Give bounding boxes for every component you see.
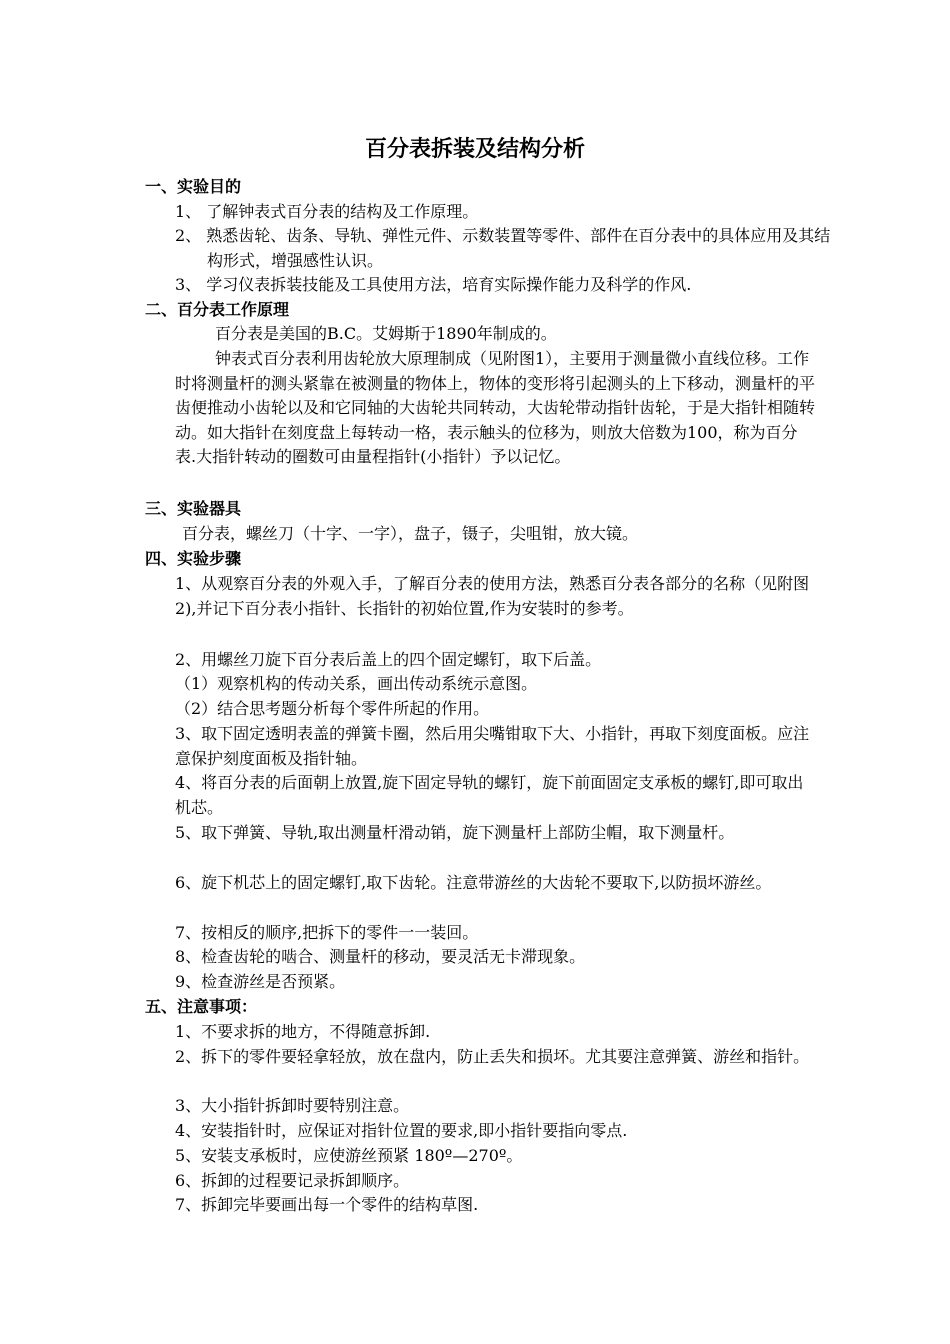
equipment-list: 百分表，螺丝刀（十字、一字），盘子，镊子，尖咀钳，放大镜。 <box>182 524 639 543</box>
purpose-item-2: 2、 熟悉齿轮、齿条、导轨、弹性元件、示数装置等零件、部件在百分表中的具体应用及其结构形式，增强感性认识。 <box>175 226 831 270</box>
principle-paragraph-1: 百分表是美国的B.C。艾姆斯于1890年制成的。 <box>215 324 557 343</box>
note-7: 7、拆卸完毕要画出每一个零件的结构草图. <box>175 1195 479 1214</box>
principle-paragraph-2: 钟表式百分表利用齿轮放大原理制成（见附图1），主要用于测量微小直线位移。工作时将测量杆的测头紧靠在被测量的物体上，物体的变形将引起测头的上下移动，测量杆的平齿便推动小齿轮以及和它同轴的大齿轮共同转动，大齿轮带动指针齿轮，于是大指针相随转动。如大指针在刻度盘上每转动一格，表示触头的位移为，则放大倍数为100，称为百分表.大指针转动的圈数可由量程指针(小指针）予以记忆。 <box>175 349 816 466</box>
step-9: 9、检查游丝是否预紧。 <box>175 972 346 991</box>
step-7: 7、按相反的顺序,把拆下的零件一一装回。 <box>175 923 479 942</box>
note-4: 4、安装指针时，应保证对指针位置的要求,即小指针要指向零点. <box>175 1121 628 1140</box>
step-8: 8、检查齿轮的啮合、测量杆的移动，要灵活无卡滞现象。 <box>175 947 586 966</box>
note-1: 1、不要求拆的地方，不得随意拆卸. <box>175 1022 431 1041</box>
section-heading-equipment: 三、实验器具 <box>145 499 242 518</box>
step-2: 2、用螺丝刀旋下百分表后盖上的四个固定螺钉，取下后盖。 <box>175 650 602 669</box>
section-heading-principle: 二、百分表工作原理 <box>145 300 290 319</box>
note-2: 2、拆下的零件要轻拿轻放，放在盘内，防止丢失和损坏。尤其要注意弹簧、游丝和指针。 <box>175 1047 810 1066</box>
note-3: 3、大小指针拆卸时要特别注意。 <box>175 1096 410 1115</box>
step-2-sub-1: （1）观察机构的传动关系，画出传动系统示意图。 <box>175 674 538 693</box>
purpose-item-1: 1、 了解钟表式百分表的结构及工作原理。 <box>175 202 479 221</box>
section-heading-purpose: 一、实验目的 <box>145 177 242 196</box>
document-title: 百分表拆装及结构分析 <box>364 137 585 162</box>
step-4: 4、将百分表的后面朝上放置,旋下固定导轨的螺钉，旋下前面固定支承板的螺钉,即可取出机芯。 <box>175 773 804 817</box>
purpose-item-3: 3、 学习仪表拆装技能及工具使用方法，培育实际操作能力及科学的作风. <box>175 275 692 294</box>
step-2-sub-2: （2）结合思考题分析每个零件所起的作用。 <box>175 699 490 718</box>
section-heading-steps: 四、实验步骤 <box>145 549 242 568</box>
section-heading-notes: 五、注意事项： <box>145 997 258 1016</box>
note-6: 6、拆卸的过程要记录拆卸顺序。 <box>175 1171 410 1190</box>
note-5: 5、安装支承板时，应使游丝预紧 180º—270º。 <box>175 1146 523 1165</box>
step-3: 3、取下固定透明表盖的弹簧卡圈，然后用尖嘴钳取下大、小指针，再取下刻度面板。应注意保护刻度面板及指针轴。 <box>175 724 810 768</box>
step-1: 1、从观察百分表的外观入手，了解百分表的使用方法，熟悉百分表各部分的名称（见附图2),并记下百分表小指针、长指针的初始位置,作为安装时的参考。 <box>175 574 810 618</box>
step-5: 5、取下弹簧、导轨,取出测量杆滑动销，旋下测量杆上部防尘帽，取下测量杆。 <box>175 823 735 842</box>
step-6: 6、旋下机芯上的固定螺钉,取下齿轮。注意带游丝的大齿轮不要取下,以防损坏游丝。 <box>175 873 772 892</box>
